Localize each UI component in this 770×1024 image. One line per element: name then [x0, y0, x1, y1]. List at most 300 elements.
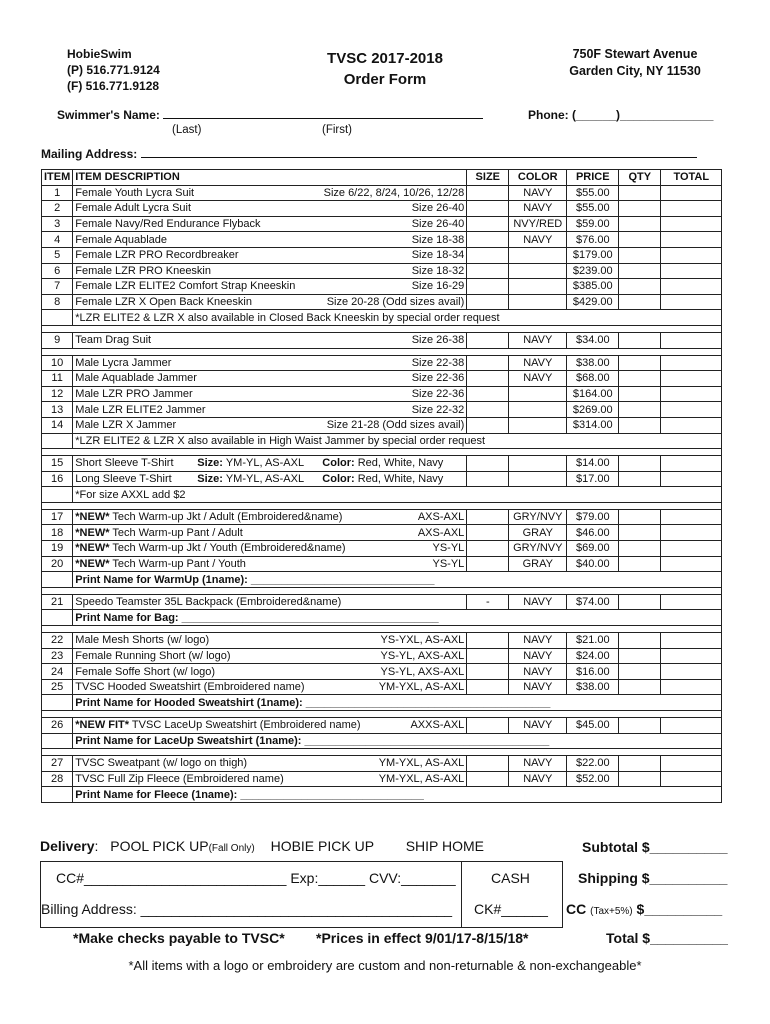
color-cell: [509, 456, 567, 472]
desc-text: Female Adult Lycra Suit: [75, 202, 192, 215]
color-cell: [509, 402, 567, 418]
desc-text: TVSC Full Zip Fleece (Embroidered name): [75, 773, 284, 786]
desc-text: Female Running Short (w/ logo): [75, 649, 231, 662]
desc-text: Male LZR X Jammer: [75, 419, 177, 432]
qty-cell[interactable]: [619, 371, 661, 387]
size-cell[interactable]: -: [467, 594, 509, 610]
qty-cell[interactable]: [619, 541, 661, 557]
desc-text: Female LZR PRO Recordbreaker: [75, 249, 239, 262]
qty-cell[interactable]: [619, 556, 661, 572]
desc-text: Female Youth Lycra Suit: [75, 186, 195, 199]
size-range: YS-YL, AXS-AXL: [380, 649, 465, 662]
size-range: YS-YL: [432, 557, 465, 570]
color-cell: NAVY: [509, 756, 567, 772]
swimmer-name-field[interactable]: Swimmer's Name:: [57, 108, 483, 122]
qty-cell[interactable]: [619, 332, 661, 348]
desc-text: Male LZR PRO Jammer: [75, 388, 193, 401]
qty-cell[interactable]: [619, 355, 661, 371]
column-header: ITEM DESCRIPTION: [73, 170, 467, 186]
size-range: Size 20-28 (Odd sizes avail): [326, 296, 465, 309]
item-number: 4: [42, 232, 73, 248]
price-cell: $17.00: [567, 471, 619, 487]
price-cell: $68.00: [567, 371, 619, 387]
size-cell[interactable]: [467, 509, 509, 525]
size-cell[interactable]: [467, 456, 509, 472]
size-range: Size 26-40: [411, 218, 465, 231]
item-number: 7: [42, 279, 73, 295]
item-number: 2: [42, 201, 73, 217]
size-range: Size 18-34: [411, 249, 465, 262]
column-header: ITEM: [42, 170, 73, 186]
qty-cell[interactable]: [619, 201, 661, 217]
item-description: [73, 633, 467, 649]
table-row: [42, 185, 722, 201]
qty-cell[interactable]: [619, 456, 661, 472]
item-number: 11: [42, 371, 73, 387]
item-number: 10: [42, 355, 73, 371]
total-cell[interactable]: [661, 247, 722, 263]
color-cell: GRY/NVY: [509, 541, 567, 557]
total-cell[interactable]: [661, 371, 722, 387]
size-label: Size:: [197, 457, 223, 470]
item-number: 16: [42, 471, 73, 487]
desc-text: Male LZR ELITE2 Jammer: [75, 403, 206, 416]
desc-text: Team Drag Suit: [75, 334, 152, 347]
item-number: 27: [42, 756, 73, 772]
item-description: [73, 216, 467, 232]
qty-cell[interactable]: [619, 509, 661, 525]
total-cell[interactable]: [661, 664, 722, 680]
table-row: [42, 247, 722, 263]
credit-card-field[interactable]: CC#__________________________ Exp:______ CVV:_______: [56, 870, 456, 886]
size-range: Size 22-38: [411, 356, 465, 369]
qty-cell[interactable]: [619, 718, 661, 734]
table-row: [42, 201, 722, 217]
check-field[interactable]: CK#______: [474, 901, 548, 917]
table-row: [42, 594, 722, 610]
color-cell: [509, 471, 567, 487]
qty-cell[interactable]: [619, 417, 661, 433]
item-description: [73, 456, 467, 472]
size-cell[interactable]: [467, 541, 509, 557]
price-cell: $55.00: [567, 201, 619, 217]
total-cell[interactable]: [661, 648, 722, 664]
size-range: YS-YL: [432, 542, 465, 555]
hobie-pickup-option[interactable]: HOBIE PICK UP: [270, 838, 374, 854]
qty-cell[interactable]: [619, 633, 661, 649]
size-value: YM-YL, AS-AXL: [222, 472, 305, 485]
section-gap: [42, 348, 722, 355]
desc-text: Male Lycra Jammer: [75, 356, 172, 369]
total-cell[interactable]: [661, 679, 722, 695]
total-field[interactable]: Total $__________: [606, 930, 728, 946]
total-cell[interactable]: [661, 471, 722, 487]
gap-cell: [42, 325, 722, 332]
item-description: [73, 355, 467, 371]
item-description: [73, 185, 467, 201]
color-cell: NAVY: [509, 633, 567, 649]
mailing-address-field[interactable]: Mailing Address:: [41, 147, 697, 161]
item-number: 5: [42, 247, 73, 263]
print-name-field[interactable]: Print Name for Hooded Sweatshirt (1name): ________________________________________: [73, 695, 722, 711]
qty-cell[interactable]: [619, 594, 661, 610]
size-info: [197, 456, 304, 470]
total-cell[interactable]: [661, 525, 722, 541]
size-cell[interactable]: [467, 216, 509, 232]
desc-text: TVSC Hooded Sweatshirt (Embroidered name): [75, 681, 305, 694]
total-cell[interactable]: [661, 756, 722, 772]
total-cell[interactable]: [661, 771, 722, 787]
desc-text: Speedo Teamster 35L Backpack (Embroidered&name): [75, 596, 342, 609]
column-header: PRICE: [567, 170, 619, 186]
price-cell: $269.00: [567, 402, 619, 418]
item-description: [73, 332, 467, 348]
cc-tax-field[interactable]: CC (Tax+5%) $__________: [566, 901, 723, 917]
total-cell[interactable]: [661, 185, 722, 201]
size-range: AXS-AXL: [417, 511, 465, 524]
new-tag: *NEW*: [75, 526, 110, 539]
qty-cell[interactable]: [619, 664, 661, 680]
size-range: Size 18-38: [411, 233, 465, 246]
color-cell: [509, 386, 567, 402]
item-number: 23: [42, 648, 73, 664]
item-number: 6: [42, 263, 73, 279]
billing-address-field[interactable]: Billing Address: ________________________________________: [41, 901, 453, 917]
size-cell[interactable]: [467, 664, 509, 680]
color-cell: NAVY: [509, 232, 567, 248]
price-cell: $14.00: [567, 456, 619, 472]
item-number: 3: [42, 216, 73, 232]
total-cell[interactable]: [661, 294, 722, 310]
table-row: [42, 332, 722, 348]
item-number: 13: [42, 402, 73, 418]
size-range: Size 21-28 (Odd sizes avail): [326, 419, 465, 432]
print-name-field[interactable]: Print Name for Fleece (1name): ______________________________: [73, 787, 722, 803]
color-cell: [509, 247, 567, 263]
size-cell[interactable]: [467, 556, 509, 572]
qty-cell[interactable]: [619, 756, 661, 772]
table-row: [42, 633, 722, 649]
header-address: 750F Stewart Avenue Garden City, NY 11530: [569, 47, 701, 78]
qty-cell[interactable]: [619, 216, 661, 232]
special-order-note: *For size AXXL add $2: [73, 487, 722, 503]
prices-effective-note: *Prices in effect 9/01/17-8/15/18*: [316, 930, 529, 946]
blank-cell: [42, 572, 73, 588]
size-cell[interactable]: [467, 471, 509, 487]
table-row: [42, 771, 722, 787]
form-title: TVSC 2017-2018 Order Form: [327, 50, 443, 88]
shipping-field[interactable]: Shipping $__________: [578, 870, 728, 886]
price-cell: $76.00: [567, 232, 619, 248]
ship-home-option[interactable]: SHIP HOME: [405, 838, 484, 854]
size-cell[interactable]: [467, 386, 509, 402]
size-cell[interactable]: [467, 402, 509, 418]
qty-cell[interactable]: [619, 471, 661, 487]
print-name-field[interactable]: Print Name for Bag: __________________________________________: [73, 610, 722, 626]
qty-cell[interactable]: [619, 247, 661, 263]
price-cell: $46.00: [567, 525, 619, 541]
size-cell[interactable]: [467, 771, 509, 787]
size-range: YS-YL, AXS-AXL: [380, 665, 465, 678]
item-description: [73, 232, 467, 248]
color-cell: NAVY: [509, 371, 567, 387]
price-cell: $16.00: [567, 664, 619, 680]
color-cell: NVY/RED: [509, 216, 567, 232]
size-cell[interactable]: [467, 185, 509, 201]
desc-text: Tech Warm-up Pant / Adult: [109, 526, 243, 539]
qty-cell[interactable]: [619, 185, 661, 201]
desc-text: Long Sleeve T-Shirt: [75, 472, 172, 485]
print-name-row: [42, 787, 722, 803]
column-header: COLOR: [509, 170, 567, 186]
item-description: [73, 648, 467, 664]
phone-field[interactable]: Phone: (______)______________: [528, 108, 714, 122]
item-description: [73, 556, 467, 572]
total-cell[interactable]: [661, 541, 722, 557]
total-cell[interactable]: [661, 556, 722, 572]
price-cell: $45.00: [567, 718, 619, 734]
color-info: [322, 456, 443, 470]
total-cell[interactable]: [661, 355, 722, 371]
print-name-row: [42, 695, 722, 711]
qty-cell[interactable]: [619, 232, 661, 248]
table-row: [42, 456, 722, 472]
color-cell: [509, 279, 567, 295]
total-cell[interactable]: [661, 332, 722, 348]
desc-text: Female LZR ELITE2 Comfort Strap Kneeskin: [75, 280, 296, 293]
total-cell[interactable]: [661, 456, 722, 472]
section-gap: [42, 749, 722, 756]
table-row: [42, 471, 722, 487]
price-cell: $52.00: [567, 771, 619, 787]
price-cell: $38.00: [567, 355, 619, 371]
table-row: [42, 525, 722, 541]
price-cell: $55.00: [567, 185, 619, 201]
item-description: [73, 771, 467, 787]
table-row: [42, 417, 722, 433]
section-gap: [42, 325, 722, 332]
table-row: [42, 279, 722, 295]
size-cell[interactable]: [467, 525, 509, 541]
qty-cell[interactable]: [619, 525, 661, 541]
print-name-field[interactable]: Print Name for WarmUp (1name): ______________________________: [73, 572, 722, 588]
item-number: 1: [42, 185, 73, 201]
price-cell: $239.00: [567, 263, 619, 279]
item-number: 24: [42, 664, 73, 680]
desc-text: Male Mesh Shorts (w/ logo): [75, 634, 210, 647]
size-range: Size 16-29: [411, 280, 465, 293]
blank-cell: [42, 433, 73, 449]
item-number: 20: [42, 556, 73, 572]
size-cell[interactable]: [467, 263, 509, 279]
size-cell[interactable]: [467, 332, 509, 348]
item-description: [73, 263, 467, 279]
color-cell: GRAY: [509, 556, 567, 572]
item-description: [73, 525, 467, 541]
price-cell: $429.00: [567, 294, 619, 310]
size-cell[interactable]: [467, 201, 509, 217]
item-number: 14: [42, 417, 73, 433]
subtotal-field[interactable]: Subtotal $__________: [582, 839, 728, 855]
order-table: [41, 169, 722, 803]
total-cell[interactable]: [661, 718, 722, 734]
price-cell: $164.00: [567, 386, 619, 402]
color-value: Red, White, Navy: [354, 457, 444, 470]
table-row: [42, 355, 722, 371]
gap-cell: [42, 449, 722, 456]
item-description: [73, 509, 467, 525]
table-row: [42, 386, 722, 402]
item-description: [73, 279, 467, 295]
note-row: [42, 487, 722, 503]
size-cell[interactable]: [467, 232, 509, 248]
item-description: [73, 402, 467, 418]
size-range: AXS-AXL: [417, 526, 465, 539]
table-row: [42, 664, 722, 680]
size-range: Size 26-38: [411, 334, 465, 347]
size-cell[interactable]: [467, 294, 509, 310]
desc-text: Male Aquablade Jammer: [75, 372, 197, 385]
total-cell[interactable]: [661, 594, 722, 610]
org-fax: (F) 516.771.9128: [67, 79, 160, 93]
item-description: [73, 679, 467, 695]
note-row: [42, 433, 722, 449]
first-label: (First): [322, 124, 353, 136]
section-gap: [42, 502, 722, 509]
desc-text: TVSC LaceUp Sweatshirt (Embroidered name): [129, 719, 361, 732]
qty-cell[interactable]: [619, 679, 661, 695]
size-range: YS-YXL, AS-AXL: [380, 634, 465, 647]
item-description: [73, 594, 467, 610]
item-description: [73, 247, 467, 263]
column-header: QTY: [619, 170, 661, 186]
total-cell[interactable]: [661, 402, 722, 418]
desc-text: Short Sleeve T-Shirt: [75, 457, 174, 470]
size-range: Size 22-36: [411, 388, 465, 401]
qty-cell[interactable]: [619, 279, 661, 295]
qty-cell[interactable]: [619, 402, 661, 418]
price-cell: $314.00: [567, 417, 619, 433]
print-name-row: [42, 572, 722, 588]
pool-pickup-option[interactable]: POOL PICK UP(Fall Only): [110, 838, 255, 854]
item-number: 12: [42, 386, 73, 402]
size-cell[interactable]: [467, 279, 509, 295]
table-row: [42, 756, 722, 772]
disclaimer: *All items with a logo or embroidery are custom and non-returnable & non-exchangeable*: [128, 958, 642, 973]
print-name-row: [42, 733, 722, 749]
gap-cell: [42, 711, 722, 718]
total-cell[interactable]: [661, 509, 722, 525]
item-description: [73, 371, 467, 387]
size-range: Size 6/22, 8/24, 10/26, 12/28: [323, 186, 465, 199]
size-cell[interactable]: [467, 648, 509, 664]
size-cell[interactable]: [467, 247, 509, 263]
blank-cell: [42, 487, 73, 503]
total-cell[interactable]: [661, 279, 722, 295]
price-cell: $21.00: [567, 633, 619, 649]
total-cell[interactable]: [661, 232, 722, 248]
total-cell[interactable]: [661, 386, 722, 402]
size-cell[interactable]: [467, 633, 509, 649]
color-cell: NAVY: [509, 185, 567, 201]
color-cell: GRY/NVY: [509, 509, 567, 525]
qty-cell[interactable]: [619, 648, 661, 664]
item-number: 25: [42, 679, 73, 695]
new-tag: *NEW FIT*: [75, 719, 130, 732]
qty-cell[interactable]: [619, 386, 661, 402]
blank-cell: [42, 787, 73, 803]
color-cell: [509, 263, 567, 279]
size-cell[interactable]: [467, 718, 509, 734]
size-cell[interactable]: [467, 371, 509, 387]
blank-cell: [42, 610, 73, 626]
desc-text: Female Soffe Short (w/ logo): [75, 665, 216, 678]
total-cell[interactable]: [661, 216, 722, 232]
size-cell[interactable]: [467, 756, 509, 772]
size-cell[interactable]: [467, 355, 509, 371]
table-row: [42, 556, 722, 572]
total-cell[interactable]: [661, 633, 722, 649]
color-cell: NAVY: [509, 648, 567, 664]
section-gap: [42, 626, 722, 633]
color-cell: GRAY: [509, 525, 567, 541]
item-description: [73, 201, 467, 217]
total-cell[interactable]: [661, 417, 722, 433]
qty-cell[interactable]: [619, 294, 661, 310]
size-cell[interactable]: [467, 417, 509, 433]
print-name-field[interactable]: Print Name for LaceUp Sweatshirt (1name): ________________________________________: [73, 733, 722, 749]
size-range: Size 18-32: [411, 264, 465, 277]
price-cell: $74.00: [567, 594, 619, 610]
cash-option[interactable]: CASH: [491, 870, 530, 886]
gap-cell: [42, 348, 722, 355]
price-cell: $59.00: [567, 216, 619, 232]
item-number: 28: [42, 771, 73, 787]
table-header-row: [42, 170, 722, 186]
table-row: [42, 294, 722, 310]
swimmer-name-line[interactable]: [163, 118, 483, 119]
org-phone: (P) 516.771.9124: [67, 63, 160, 77]
column-header: SIZE: [467, 170, 509, 186]
gap-cell: [42, 749, 722, 756]
item-number: 19: [42, 541, 73, 557]
qty-cell[interactable]: [619, 263, 661, 279]
blank-cell: [42, 310, 73, 326]
note-row: [42, 310, 722, 326]
total-cell[interactable]: [661, 201, 722, 217]
special-order-note: *LZR ELITE2 & LZR X also available in Closed Back Kneeskin by special order request: [73, 310, 722, 326]
table-row: [42, 216, 722, 232]
size-cell[interactable]: [467, 679, 509, 695]
item-description: [73, 718, 467, 734]
desc-text: Tech Warm-up Jkt / Youth (Embroidered&name): [109, 542, 346, 555]
table-row: [42, 263, 722, 279]
size-info: [197, 472, 304, 486]
new-tag: *NEW*: [75, 542, 110, 555]
price-cell: $79.00: [567, 509, 619, 525]
mailing-address-line[interactable]: [141, 157, 697, 158]
gap-cell: [42, 587, 722, 594]
item-description: [73, 471, 467, 487]
blank-cell: [42, 695, 73, 711]
qty-cell[interactable]: [619, 771, 661, 787]
size-range: Size 22-32: [411, 403, 465, 416]
delivery-options: Delivery: POOL PICK UP(Fall Only) HOBIE PICK UP SHIP HOME: [40, 838, 484, 854]
color-label: Color:: [322, 457, 355, 470]
item-number: 21: [42, 594, 73, 610]
total-cell[interactable]: [661, 263, 722, 279]
desc-text: Female LZR PRO Kneeskin: [75, 264, 211, 277]
